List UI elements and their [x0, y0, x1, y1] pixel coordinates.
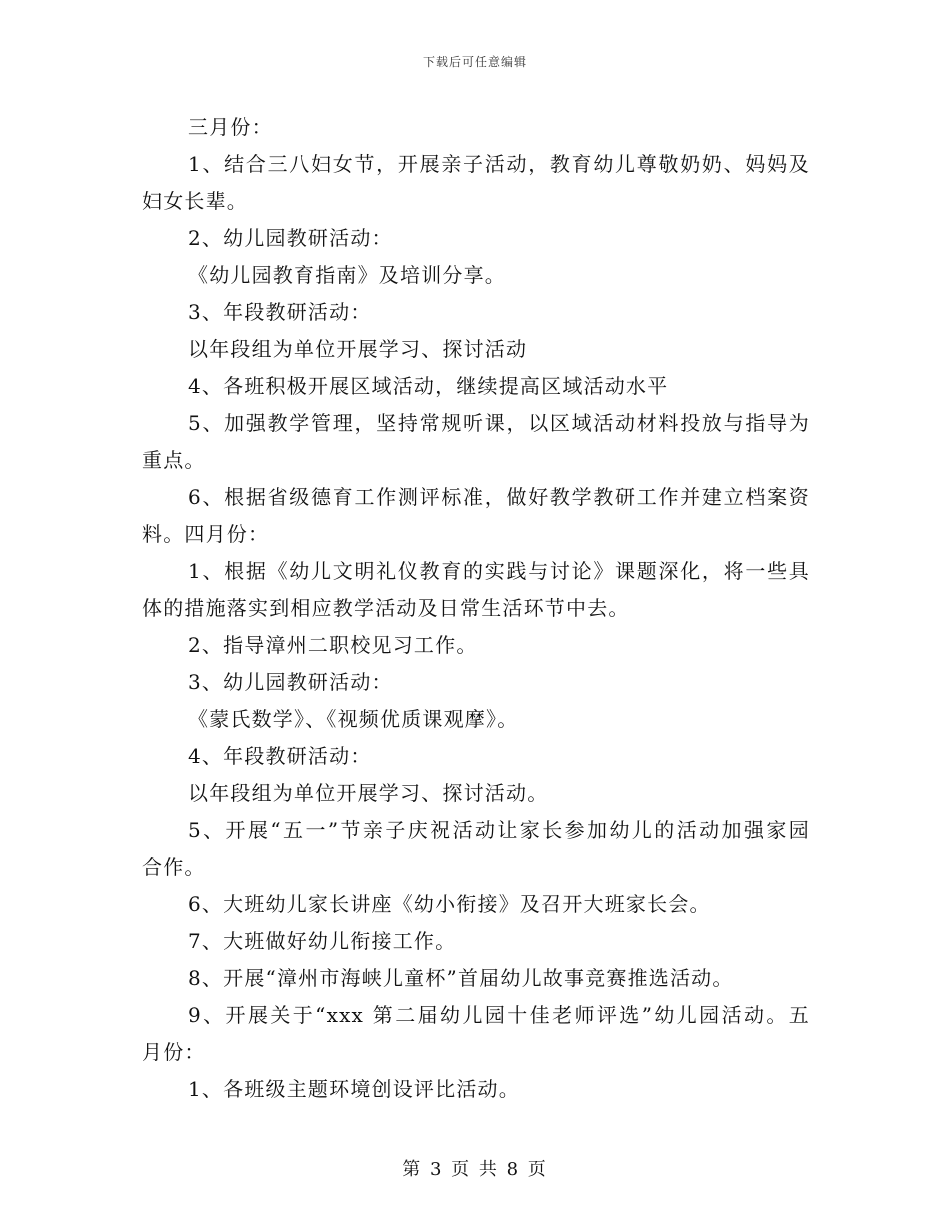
paragraph-line: 3、年段教研活动：	[188, 300, 372, 324]
paragraph-line: 重点。	[142, 448, 206, 472]
paragraph-line: 2、幼儿园教研活动：	[188, 226, 393, 250]
paragraph-line: 《幼儿园教育指南》及培训分享。	[188, 263, 506, 287]
paragraph-line: 6、大班幼儿家长讲座《幼小衔接》及召开大班家长会。	[188, 892, 711, 916]
paragraph-line: 3、幼儿园教研活动：	[188, 670, 393, 694]
page-number-footer: 第 3 页 共 8 页	[402, 1159, 548, 1180]
paragraph-line: 4、各班积极开展区域活动，继续提高区域活动水平	[188, 374, 669, 398]
paragraph-line: 7、大班做好幼儿衔接工作。	[188, 929, 457, 953]
paragraph-line: 妇女长辈。	[142, 189, 248, 213]
paragraph-line: 5、开展“五一”节亲子庆祝活动让家长参加幼儿的活动加强家园	[188, 818, 810, 842]
paragraph-line: 以年段组为单位开展学习、探讨活动。	[188, 781, 549, 805]
paragraph-line: 5、加强教学管理，坚持常规听课，以区域活动材料投放与指导为	[188, 411, 810, 435]
paragraph-line: 1、各班级主题环境创设评比活动。	[188, 1077, 520, 1101]
paragraph-line: 《蒙氏数学》、《视频优质课观摩》。	[188, 707, 519, 731]
section-heading-april: 料。四月份：	[142, 522, 270, 546]
paragraph-line: 合作。	[142, 855, 206, 879]
section-heading-may: 月份：	[142, 1040, 206, 1064]
document-body	[142, 109, 810, 1108]
section-heading-march: 三月份：	[188, 115, 273, 139]
paragraph-line: 1、结合三八妇女节，开展亲子活动，教育幼儿尊敬奶奶、妈妈及	[188, 152, 810, 176]
paragraph-line: 9、开展关于“xxx 第二届幼儿园十佳老师评选”幼儿园活动。五	[188, 1003, 810, 1027]
paragraph-line: 体的措施落实到相应教学活动及日常生活环节中去。	[142, 596, 630, 620]
paragraph-line: 6、根据省级德育工作测评标准，做好教学教研工作并建立档案资	[188, 485, 810, 509]
paragraph-line: 以年段组为单位开展学习、探讨活动	[188, 337, 528, 361]
paragraph-line: 8、开展“漳州市海峡儿童杯”首届幼儿故事竞赛推选活动。	[188, 966, 734, 990]
paragraph-line: 4、年段教研活动：	[188, 744, 372, 768]
page-header: 下载后可任意编辑	[422, 55, 527, 69]
paragraph-line: 2、指导漳州二职校见习工作。	[188, 633, 478, 657]
paragraph-line: 1、根据《幼儿文明礼仪教育的实践与讨论》课题深化，将一些具	[188, 559, 810, 583]
